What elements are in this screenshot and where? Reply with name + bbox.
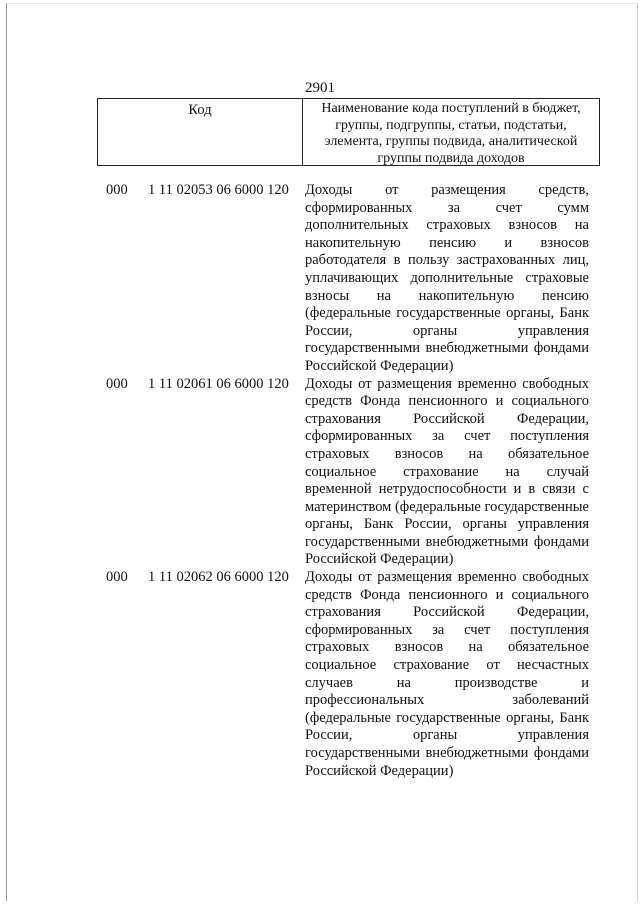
- row-description: Доходы от размещения средств, сформированных за счет сумм дополнительных страховых взносов на накопительную пенсию и взносов работодателя в пользу застрахованных лиц, уплачивающих дополнительные страховые взносы на накопительную пенсию (федеральные государственные органы, Банк России, органы управления государственными внебюджетными фондами Российской Федерации): [305, 182, 589, 374]
- kbk-code: 1 11 02062 06 6000 120: [148, 569, 289, 586]
- row-description: Доходы от размещения временно свободных средств Фонда пенсионного и социального страхования Российской Федерации, сформированных за счет поступления страховых взносов на обязательное социальное страхование от несчастных случаев на производстве и профессиональных заболеваний (федеральные государственные органы, Банк России, органы управления государственными внебюджетными фондами Российской Федерации): [305, 569, 589, 779]
- table-row: [0, 376, 640, 570]
- kbk-code: 1 11 02061 06 6000 120: [148, 375, 289, 392]
- table-body: [0, 182, 640, 780]
- page-number: 2901: [305, 80, 335, 96]
- admin-code: 000: [106, 182, 128, 198]
- admin-code: 000: [106, 569, 128, 586]
- header-code-cell: Код: [98, 99, 303, 165]
- table-header: [97, 98, 600, 166]
- header-name-cell: Наименование кода поступлений в бюджет, группы, подгруппы, статьи, подстатьи, элемента, группы подвида, аналитической группы подвида доходов: [321, 101, 581, 166]
- admin-code: 000: [106, 375, 128, 392]
- row-description: Доходы от размещения временно свободных средств Фонда пенсионного и социального страхования Российской Федерации, сформированных за счет поступления страховых взносов на обязательное социальное страхование на случай временной нетрудоспособности и в связи с материнством (федеральные государственные органы, Банк России, органы управления государственными внебюджетными фондами Российской Федерации): [305, 375, 589, 568]
- table-row: [0, 569, 640, 780]
- table-row: [0, 182, 640, 376]
- kbk-code: 1 11 02053 06 6000 120: [148, 182, 289, 198]
